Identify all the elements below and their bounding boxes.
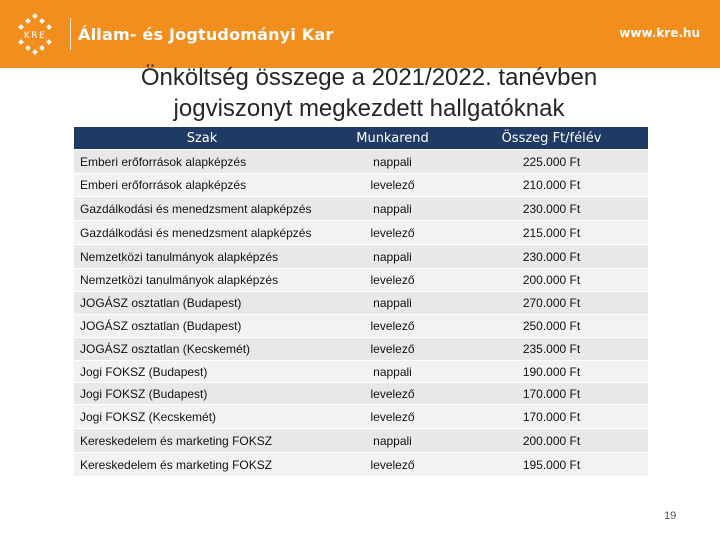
cell-osszeg: 195.000 Ft	[455, 452, 648, 476]
table-body	[74, 149, 648, 476]
logo-divider	[70, 18, 71, 50]
header-bar	[0, 0, 720, 68]
column-header-osszeg: Összeg Ft/félév	[455, 127, 648, 149]
cell-osszeg: 210.000 Ft	[455, 173, 648, 196]
svg-text:KRE: KRE	[23, 31, 47, 41]
cell-szak: Nemzetközi tanulmányok alapképzés	[74, 268, 330, 291]
cell-szak: Kereskedelem és marketing FOKSZ	[74, 452, 330, 476]
cell-szak: Emberi erőforrások alapképzés	[74, 173, 330, 196]
cell-munkarend: levelező	[330, 268, 455, 291]
cell-munkarend: nappali	[330, 149, 455, 173]
column-header-szak: Szak	[74, 127, 330, 149]
cell-munkarend: levelező	[330, 314, 455, 337]
cell-szak: Gazdálkodási és menedzsment alapképzés	[74, 196, 330, 220]
table-row	[74, 268, 648, 291]
kre-logo	[12, 12, 58, 56]
cell-osszeg: 170.000 Ft	[455, 404, 648, 428]
cell-osszeg: 230.000 Ft	[455, 244, 648, 268]
website-link[interactable]: www.kre.hu	[619, 26, 700, 40]
table-row	[74, 452, 648, 476]
cell-szak: Jogi FOKSZ (Budapest)	[74, 382, 330, 404]
cell-munkarend: levelező	[330, 404, 455, 428]
faculty-name: Állam- és Jogtudományi Kar	[78, 25, 334, 44]
cell-munkarend: levelező	[330, 452, 455, 476]
cell-munkarend: levelező	[330, 382, 455, 404]
table-row	[74, 337, 648, 360]
cell-munkarend: nappali	[330, 428, 455, 452]
cell-szak: JOGÁSZ osztatlan (Budapest)	[74, 314, 330, 337]
cell-szak: Kereskedelem és marketing FOKSZ	[74, 428, 330, 452]
table-row	[74, 382, 648, 404]
table-row	[74, 360, 648, 382]
cell-munkarend: levelező	[330, 220, 455, 244]
table-row	[74, 149, 648, 173]
cell-munkarend: nappali	[330, 291, 455, 314]
cell-szak: Nemzetközi tanulmányok alapképzés	[74, 244, 330, 268]
cell-osszeg: 200.000 Ft	[455, 428, 648, 452]
cell-osszeg: 190.000 Ft	[455, 360, 648, 382]
cell-osszeg: 200.000 Ft	[455, 268, 648, 291]
cell-szak: Emberi erőforrások alapképzés	[74, 149, 330, 173]
cell-munkarend: nappali	[330, 244, 455, 268]
cell-osszeg: 225.000 Ft	[455, 149, 648, 173]
cell-szak: Jogi FOKSZ (Budapest)	[74, 360, 330, 382]
cell-szak: Jogi FOKSZ (Kecskemét)	[74, 404, 330, 428]
table-row	[74, 404, 648, 428]
cell-munkarend: levelező	[330, 173, 455, 196]
cell-osszeg: 235.000 Ft	[455, 337, 648, 360]
table-row	[74, 244, 648, 268]
table-header-row	[74, 127, 648, 149]
cell-osszeg: 215.000 Ft	[455, 220, 648, 244]
cell-osszeg: 270.000 Ft	[455, 291, 648, 314]
cell-munkarend: nappali	[330, 196, 455, 220]
column-header-munkarend: Munkarend	[330, 127, 455, 149]
table-row	[74, 173, 648, 196]
table-row	[74, 291, 648, 314]
cell-szak: JOGÁSZ osztatlan (Kecskemét)	[74, 337, 330, 360]
cell-osszeg: 250.000 Ft	[455, 314, 648, 337]
cell-osszeg: 230.000 Ft	[455, 196, 648, 220]
table-row	[74, 220, 648, 244]
page-number: 19	[664, 510, 677, 522]
table-row	[74, 196, 648, 220]
cell-szak: Gazdálkodási és menedzsment alapképzés	[74, 220, 330, 244]
tuition-fee-table	[74, 127, 648, 476]
table-row	[74, 314, 648, 337]
cell-osszeg: 170.000 Ft	[455, 382, 648, 404]
cell-munkarend: nappali	[330, 360, 455, 382]
page-title-line-1: Önköltség összege a 2021/2022. tanévben	[140, 64, 598, 91]
cell-szak: JOGÁSZ osztatlan (Budapest)	[74, 291, 330, 314]
page-title-line-2: jogviszonyt megkezdett hallgatóknak	[173, 95, 565, 122]
cell-munkarend: levelező	[330, 337, 455, 360]
table-row	[74, 428, 648, 452]
